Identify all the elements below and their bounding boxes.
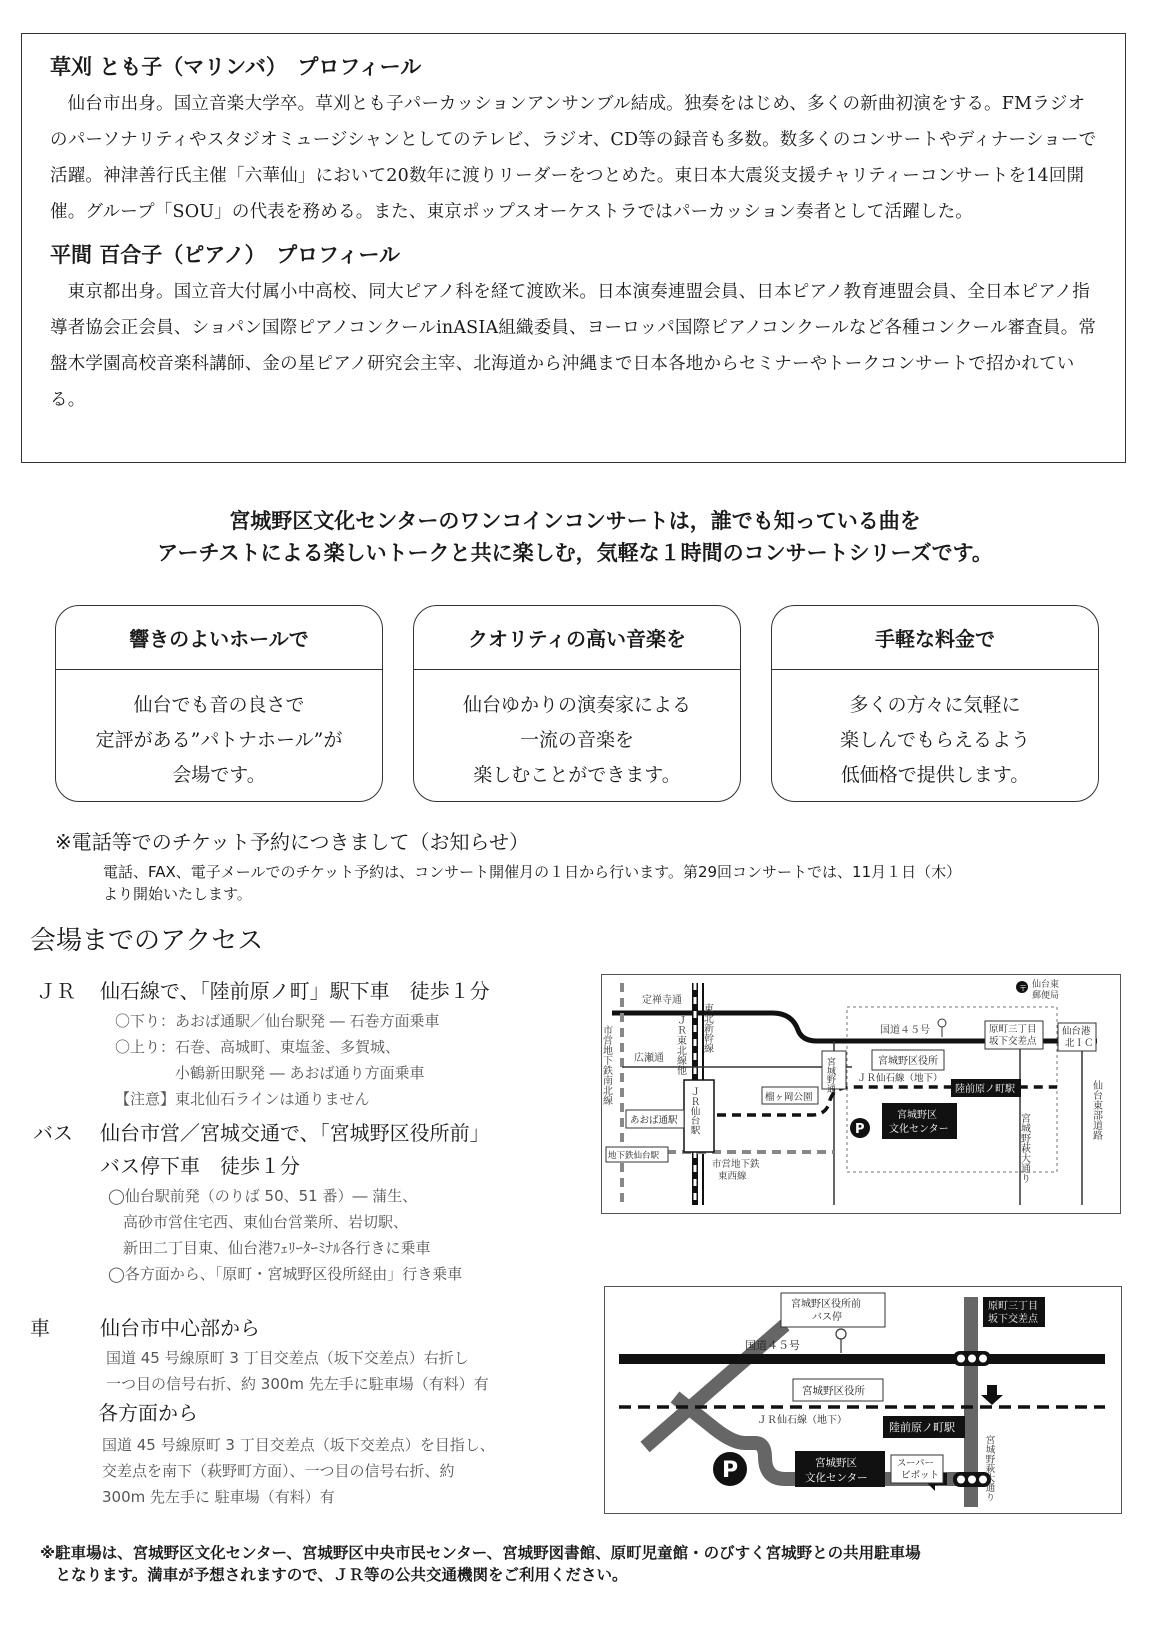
supermarket-label-2: ビボット — [901, 1470, 940, 1481]
car-details-2 — [102, 1432, 495, 1510]
bus-stop-label-1: 宮城野区役所前 — [791, 1299, 861, 1310]
haramachi-label-2: 坂下交差点 — [988, 1314, 1038, 1325]
car-text-1: 仙台市中心部から — [100, 1316, 260, 1340]
feature-box-hall — [55, 605, 383, 802]
bus-detail-line: 新田二丁目東、仙台港ﾌｪﾘｰﾀｰﾐﾅﾙ各行きに乗車 — [108, 1239, 431, 1257]
jr-detail-line: 【注意】東北仙石ラインは通りません — [115, 1090, 370, 1108]
feature-title: 手軽な料金で — [772, 606, 1098, 670]
station-label: 陸前原ノ町駅 — [889, 1421, 955, 1434]
culture-center-label-1: 宮城野区 — [815, 1457, 857, 1469]
profile-box — [21, 33, 1126, 463]
jr-sendai-label: ＪＲ仙台駅 — [688, 1087, 700, 1135]
bus-detail-line: ◯仙台駅前発（のりば 50、51 番）― 蒲生、 — [108, 1187, 418, 1205]
car-detail-line: 一つ目の信号右折、約 300m 先左手に駐車場（有料）有 — [106, 1375, 489, 1393]
park-label: 榴ヶ岡公園 — [765, 1092, 813, 1103]
feature-body — [414, 670, 740, 793]
tozai-label-1: 市営地下鉄 — [712, 1159, 760, 1170]
detail-map — [604, 1286, 1122, 1514]
feature-box-quality — [413, 605, 741, 802]
bus-label: バス — [33, 1121, 73, 1145]
jozenji-label: 定禅寺通 — [642, 995, 682, 1006]
area-map — [601, 974, 1121, 1214]
feature-line: 定評がある”パトナホール”が — [95, 729, 343, 751]
jr-label: ＪＲ — [36, 979, 76, 1003]
car-detail-line: 国道 45 号線原町 3 丁目交差点（坂下交差点）右折し — [106, 1349, 469, 1367]
feature-line: 楽しんでもらえるよう — [839, 729, 1030, 751]
bus-details — [108, 1183, 462, 1287]
haramachi-label-1: 原町三丁目 — [989, 1024, 1037, 1035]
miyagino-dori-label: 宮城野通 — [825, 1057, 835, 1093]
haramachi-label-1: 原町三丁目 — [988, 1301, 1038, 1312]
subway-nanboku-label: 市営地下鉄南北線 — [600, 1025, 612, 1105]
route45-label: 国道４５号 — [745, 1339, 800, 1352]
feature-line: 会場です。 — [172, 764, 266, 786]
ticket-notice-title: ※電話等でのチケット予約につきまして（お知らせ） — [55, 830, 529, 854]
profile-heading-hirama: 平間 百合子（ピアノ） プロフィール — [50, 243, 401, 267]
down-arrow-icon — [981, 1385, 1003, 1405]
car-detail-line: 交差点を南下（萩野町方面）、一つ目の信号右折、約 — [102, 1462, 455, 1480]
parking-label: P — [855, 1122, 865, 1137]
parking-footer-note — [40, 1542, 1130, 1586]
culture-center-label-2: 文化センター — [805, 1472, 868, 1484]
feature-title: クオリティの高い音楽を — [414, 606, 740, 670]
shinkansen-label: 東北新幹線 — [701, 1003, 713, 1053]
culture-center-label-2: 文化センター — [889, 1124, 949, 1135]
feature-line: 楽しむことができます。 — [473, 764, 681, 786]
sendaiko-ic-label-1: 仙台港 — [1062, 1026, 1091, 1037]
culture-center-label-1: 宮城野区 — [897, 1110, 937, 1121]
jr-text: 仙石線で、「陸前原ノ町」駅下車 徒歩１分 — [100, 979, 490, 1003]
bus-stop-label-2: バス停 — [812, 1312, 842, 1323]
car-details-1 — [106, 1345, 489, 1397]
jr-tohoku-label: ＪＲ東北線他 — [674, 1015, 686, 1075]
footer-line: となります。満車が予想されますので、ＪＲ等の公共交通機関をご利用ください。 — [40, 1566, 628, 1584]
feature-box-price — [771, 605, 1099, 802]
profile-heading-kusakari: 草刈 とも子（マリンバ） プロフィール — [50, 55, 422, 79]
jr-details — [115, 1008, 440, 1112]
tozai-label-2: 東西線 — [718, 1171, 747, 1182]
subway-sendai-label: 地下鉄仙台駅 — [608, 1151, 660, 1161]
post-office-label-1: 仙台東 — [1032, 980, 1060, 990]
bus-detail-line: 高砂市営住宅西、東仙台営業所、岩切駅、 — [108, 1213, 409, 1231]
feature-body — [56, 670, 382, 793]
hirose-label: 広瀬通 — [634, 1053, 664, 1064]
feature-line: 仙台ゆかりの演奏家による — [462, 694, 691, 716]
intro-line-1: 宮城野区文化センターのワンコインコンサートは，誰でも知っている曲を — [229, 509, 921, 533]
senseki-label: ＪＲ仙石線（地下） — [757, 1415, 847, 1426]
car-text-2: 各方面から — [98, 1401, 198, 1425]
svg-text:〒: 〒 — [1019, 984, 1027, 993]
haramachi-label-2: 坂下交差点 — [989, 1036, 1037, 1047]
jr-detail-line: 〇上り：石巻、高城町、東塩釜、多賀城、 — [115, 1038, 401, 1056]
parking-label: P — [722, 1458, 739, 1483]
notice-line: 電話、FAX、電子メールでのチケット予約は、コンサート開催月の１日から行います。第29回コンサートでは、11月１日（木） — [103, 863, 962, 881]
feature-line: 一流の音楽を — [519, 729, 634, 751]
footer-line: ※駐車場は、宮城野区文化センター、宮城野区中央市民センター、宮城野図書館、原町児童館・のびすく宮城野との共用駐車場 — [40, 1544, 921, 1562]
feature-line: 低価格で提供します。 — [840, 764, 1030, 786]
notice-line: より開始いたします。 — [103, 885, 252, 903]
post-office-label-2: 郵便局 — [1032, 991, 1060, 1001]
feature-line: 多くの方々に気軽に — [849, 694, 1021, 716]
tobu-road-label: 仙台東部道路 — [1090, 1080, 1102, 1140]
bus-detail-line: ◯各方面から、「原町・宮城野区役所経由」行き乗車 — [108, 1265, 463, 1283]
sendaiko-ic-label-2: 北ＩＣ — [1065, 1038, 1094, 1049]
feature-body — [772, 670, 1098, 793]
hagino-label: 宮城野萩大通り — [1018, 1113, 1030, 1183]
car-detail-line: 300m 先左手に 駐車場（有料）有 — [102, 1488, 335, 1506]
car-detail-line: 国道 45 号線原町 3 丁目交差点（坂下交差点）を目指し、 — [102, 1436, 495, 1454]
senseki-label: ＪＲ仙石線（地下） — [857, 1073, 943, 1084]
jr-detail-line: 〇下り：あおば通駅／仙台駅発 ― 石巻方面乗車 — [115, 1012, 440, 1030]
access-title: 会場までのアクセス — [30, 926, 264, 956]
feature-line: 仙台でも音の良さで — [133, 694, 305, 716]
profile-body-hirama: 東京都出身。国立音大付属小中高校、同大ピアノ科を経て渡欧米。日本演奏連盟会員、日本ピアノ教育連盟会員、全日本ピアノ指導者協会正会員、ショパン国際ピアノコンクールinASIA組織委員、ヨーロッパ国際ピアノコンクールなど各種コンクール審査員。常盤木学園高校音楽科講師、金の星ピアノ研究会主宰、北海道から沖縄まで日本各地からセミナーやトークコンサートで招かれている。 — [50, 282, 1097, 410]
hagino-label: 宮城野萩大通り — [983, 1435, 995, 1502]
bus-text-1: 仙台市営／宮城交通で、「宮城野区役所前」 — [100, 1121, 490, 1145]
aoba-dori-label: あおば通駅 — [630, 1115, 678, 1126]
bus-text-2: バス停下車 徒歩１分 — [100, 1154, 300, 1178]
feature-title: 響きのよいホールで — [56, 606, 382, 670]
route45-label: 国道４５号 — [880, 1025, 930, 1036]
ward-office-label: 宮城野区役所 — [878, 1056, 938, 1067]
profile-body-kusakari: 仙台市出身。国立音楽大学卒。草刈とも子パーカッションアンサンブル結成。独奏をはじめ、多くの新曲初演をする。FMラジオのパーソナリティやスタジオミュージシャンとしてのテレビ、ラジオ、CD等の録音も多数。数多くのコンサートやディナーショーで活躍。神津善行氏主催「六華仙」において20数年に渡りリーダーをつとめた。東日本大震災支援チャリティーコンサートを14回開催。グループ「SOU」の代表を務める。また、東京ポップスオーケストラではパーカッション奏者として活躍した。 — [50, 94, 1097, 222]
jr-detail-line: 小鶴新田駅発 ― あおば通り方面乗車 — [115, 1064, 425, 1082]
ticket-notice-body — [103, 861, 1123, 905]
concert-intro — [0, 505, 1150, 569]
supermarket-label-1: スーパー — [897, 1458, 935, 1469]
intro-line-2: アーチストによる楽しいトークと共に楽しむ，気軽な１時間のコンサートシリーズです。 — [157, 541, 993, 565]
station-label: 陸前原ノ町駅 — [955, 1084, 1015, 1095]
ward-office-label: 宮城野区役所 — [802, 1385, 865, 1397]
car-label: 車 — [30, 1316, 50, 1340]
